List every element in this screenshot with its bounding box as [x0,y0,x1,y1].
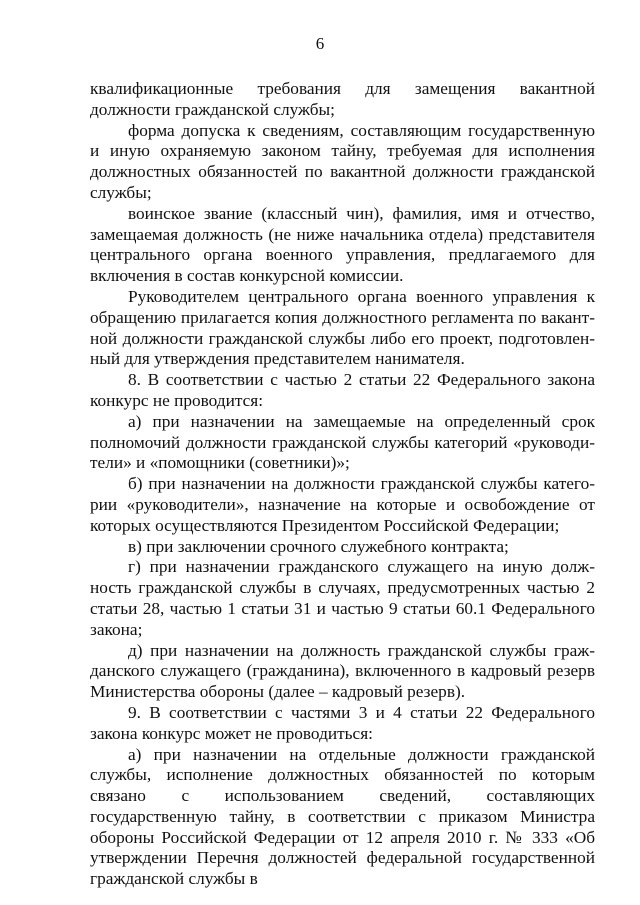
paragraph-item-d: д) при назначении на должность гражданской службы гражданского служащего (гражданина), включенного в кадровый резерв Министерства обороны (далее – кадровый резерв). [90,640,595,702]
paragraph-regulation-copy: Руководителем центрального органа военного управления к обращению прилагается копия должностного регламента по вакантной должности гражданской службы либо его проект, подготовленный для утверждения представителем нанимателя. [90,286,595,369]
paragraph-item-a: а) при назначении на замещаемые на определенный срок полномочий должности гражданской службы категорий «руководители» и «помощники (советники)»; [90,411,595,473]
paragraph-military-rank: воинское звание (классный чин), фамилия, имя и отчество, замещаемая должность (не ниже начальника отдела) представителя центрального органа военного управления, предлагаемого для включения в состав конкурсной комиссии. [90,203,595,286]
page-number: 6 [315,34,325,53]
document-body [90,79,595,890]
paragraph-item-b: б) при назначении на должности гражданской службы категории «руководители», назначение на которые и освобождение от которых осуществляются Президентом Российской Федерации; [90,474,595,535]
paragraph-item-v: в) при заключении срочного служебного контракта; [128,536,509,556]
paragraph-section-9: 9. В соответствии с частями 3 и 4 статьи 22 Федерального закона конкурс может не проводиться: [90,702,595,743]
paragraph-access-form: форма допуска к сведениям, составляющим государственную и иную охраняемую законом тайну, требуемая для исполнения должностных обязанностей по вакантной должности гражданской службы; [90,120,595,202]
paragraph-item-g: г) при назначении гражданского служащего на иную должность гражданской службы в случаях, предусмотренных частью 2 статьи 28, частью 1 статьи 31 и частью 9 статьи 60.1 Федерального закона; [90,557,595,639]
paragraph-section-8: 8. В соответствии с частью 2 статьи 22 Федерального закона конкурс не проводится: [90,370,595,410]
paragraph-qualification-requirements: квалификационные требования для замещения вакантной должности гражданской службы; [90,79,595,119]
paragraph-section-9-item-a: а) при назначении на отдельные должности гражданской службы, исполнение должностных обязанностей по которым связано с использованием сведений, составляющих государственную тайну, в соответствии с приказом Министра обороны Российской Федерации от 12 апреля 2010 г. № 333 «Об утверждении Перечня должностей федеральной государственной гражданской службы в [90,744,595,889]
